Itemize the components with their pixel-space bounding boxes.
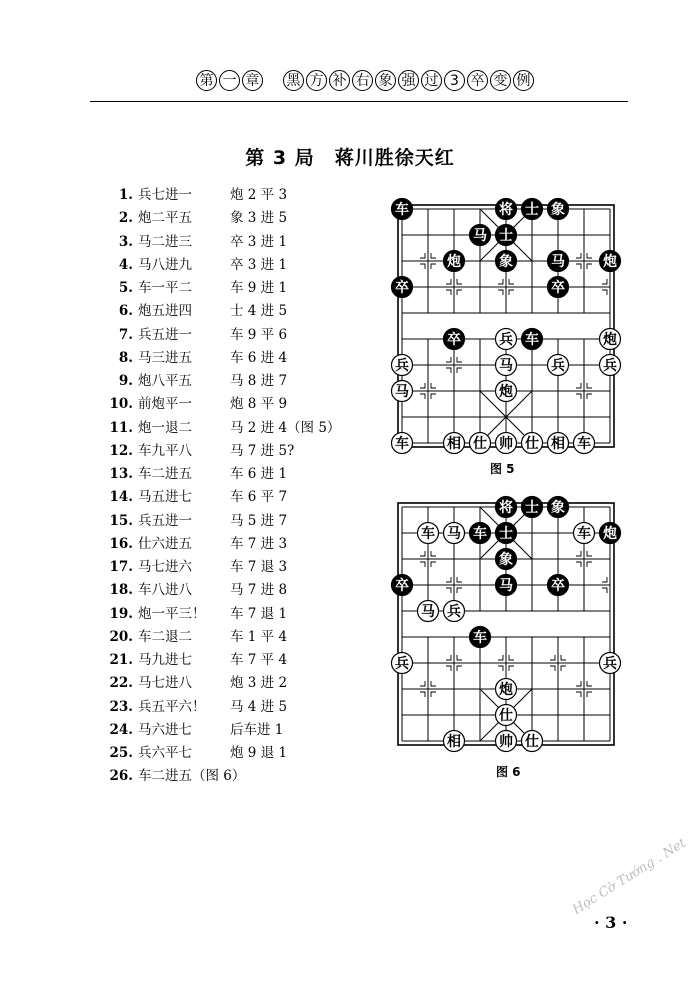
black-piece: [496, 199, 517, 220]
svg-text:马: 马: [473, 228, 487, 244]
move-row: [100, 231, 340, 254]
svg-text:车: 车: [421, 526, 435, 542]
svg-text:仕: 仕: [525, 734, 539, 750]
move-row: [100, 579, 340, 602]
red-move: 炮二平五: [138, 210, 192, 227]
red-move: 炮一平三！: [138, 605, 206, 622]
black-move: 炮 2 平 3: [230, 187, 288, 203]
header-char: 右: [352, 70, 373, 91]
red-piece: [444, 433, 465, 454]
svg-text:兵: 兵: [395, 358, 409, 374]
black-piece: [392, 199, 413, 220]
move-row: [100, 765, 340, 788]
move-list: [100, 184, 340, 789]
header-char: 卒: [467, 70, 488, 91]
svg-text:车: 车: [473, 630, 487, 646]
black-piece: [392, 575, 413, 596]
black-piece: [444, 329, 465, 350]
move-number: 11.: [109, 419, 133, 436]
red-piece: [600, 653, 621, 674]
red-move: 车一平二: [138, 280, 192, 296]
red-piece: [496, 355, 517, 376]
svg-text:将: 将: [499, 202, 513, 218]
move-row: [100, 417, 340, 440]
svg-text:卒: 卒: [447, 332, 461, 348]
svg-text:炮: 炮: [603, 254, 617, 270]
move-number: 13.: [109, 466, 133, 482]
board-diagram-5: [385, 196, 625, 456]
move-number: 24.: [109, 721, 133, 738]
black-piece: [444, 251, 465, 272]
svg-text:炮: 炮: [499, 682, 513, 698]
black-move: 车 9 进 1: [230, 280, 288, 296]
red-move: 马六进七: [138, 721, 192, 738]
move-number: 12.: [109, 442, 133, 459]
black-move: 卒 3 进 1: [230, 233, 288, 250]
red-move: 马五进七: [138, 489, 192, 506]
move-row: [100, 533, 340, 556]
red-piece: [496, 433, 517, 454]
svg-text:兵: 兵: [447, 604, 461, 620]
header-char: 例: [513, 70, 534, 91]
header-char: 章: [242, 70, 263, 91]
svg-text:帅: 帅: [499, 734, 513, 750]
red-piece: [392, 433, 413, 454]
svg-text:卒: 卒: [551, 280, 565, 296]
black-move: 马 5 进 7: [230, 512, 288, 529]
move-row: [100, 207, 340, 230]
svg-text:帅: 帅: [499, 436, 513, 452]
header-rule: [90, 101, 628, 102]
move-number: 16.: [109, 535, 133, 552]
svg-text:士: 士: [525, 202, 539, 218]
black-move: 马 7 进 5?: [230, 442, 295, 459]
move-number: 10.: [109, 396, 133, 413]
svg-text:炮: 炮: [499, 384, 513, 400]
black-move: 士 4 进 5: [230, 303, 288, 320]
svg-text:相: 相: [447, 734, 461, 750]
svg-text:士: 士: [525, 500, 539, 516]
move-number: 3.: [118, 233, 133, 250]
black-move: 马 7 进 8: [230, 582, 288, 599]
svg-text:马: 马: [551, 254, 565, 270]
move-row: [100, 393, 340, 416]
black-move: 车 6 平 7: [230, 489, 288, 506]
move-row: [100, 254, 340, 277]
svg-text:炮: 炮: [447, 254, 461, 270]
red-piece: [392, 653, 413, 674]
red-move: 兵七进一: [138, 187, 192, 203]
svg-text:马: 马: [499, 578, 513, 594]
black-move: 马 2 进 4（图 5）: [230, 419, 341, 436]
red-move: 马七进六: [138, 559, 192, 575]
move-row: [100, 742, 340, 765]
header-char: 象: [375, 70, 396, 91]
red-move: 兵六平七: [138, 745, 192, 761]
chapter-header: [196, 70, 534, 91]
red-move: 车八进八: [138, 582, 192, 599]
black-move: 卒 3 进 1: [230, 256, 288, 273]
svg-text:兵: 兵: [603, 358, 617, 374]
move-row: [100, 277, 340, 300]
black-piece: [496, 523, 517, 544]
move-number: 6.: [118, 303, 133, 320]
red-move: 马九进七: [138, 652, 192, 668]
move-row: [100, 440, 340, 463]
move-row: [100, 347, 340, 370]
black-move: 后车进 1: [230, 721, 284, 738]
svg-text:象: 象: [551, 202, 565, 218]
svg-text:炮: 炮: [603, 332, 617, 348]
move-row: [100, 510, 340, 533]
black-piece: [548, 251, 569, 272]
move-number: 9.: [118, 373, 133, 389]
move-number: 8.: [118, 349, 133, 366]
svg-text:仕: 仕: [499, 708, 513, 724]
diagram-caption-5: 图 5: [490, 462, 515, 476]
move-row: [100, 184, 340, 207]
board-diagram-6: [385, 494, 625, 754]
red-piece: [444, 601, 465, 622]
red-move: 炮一退二: [138, 419, 192, 436]
svg-text:炮: 炮: [603, 526, 617, 542]
black-move: 车 7 平 4: [230, 652, 288, 668]
move-number: 5.: [118, 280, 133, 296]
black-piece: [392, 277, 413, 298]
black-piece: [600, 251, 621, 272]
header-char: 强: [398, 70, 419, 91]
red-move: 马八进九: [138, 256, 192, 273]
black-move: 炮 3 进 2: [230, 675, 288, 692]
svg-text:车: 车: [525, 332, 539, 348]
black-move: 车 7 退 1: [230, 605, 288, 622]
red-piece: [392, 355, 413, 376]
red-piece: [600, 329, 621, 350]
black-piece: [548, 575, 569, 596]
header-char: 过: [421, 70, 442, 91]
move-row: [100, 696, 340, 719]
black-piece: [548, 199, 569, 220]
red-piece: [574, 523, 595, 544]
header-char: 方: [306, 70, 327, 91]
svg-text:马: 马: [421, 604, 435, 620]
red-piece: [496, 329, 517, 350]
red-move: 炮五进四: [138, 303, 192, 320]
black-piece: [496, 225, 517, 246]
move-number: 18.: [109, 582, 133, 599]
red-piece: [496, 679, 517, 700]
red-move: 仕六进五: [138, 535, 192, 552]
svg-text:卒: 卒: [551, 578, 565, 594]
black-move: 炮 8 平 9: [230, 396, 288, 413]
red-piece: [444, 731, 465, 752]
header-char: 黑: [283, 70, 304, 91]
black-move: 车 1 平 4: [230, 628, 288, 645]
svg-text:兵: 兵: [551, 358, 565, 374]
move-number: 25.: [109, 745, 133, 761]
move-row: [100, 719, 340, 742]
red-move: 车九平八: [138, 442, 192, 459]
move-number: 15.: [109, 512, 133, 529]
black-move: 车 7 退 3: [230, 559, 288, 575]
move-row: [100, 603, 340, 626]
svg-text:相: 相: [447, 436, 461, 452]
diagram-caption-6: 图 6: [496, 765, 521, 779]
header-char: 变: [490, 70, 511, 91]
red-piece: [548, 355, 569, 376]
watermark: Học Cờ Tướng . Net: [570, 835, 689, 918]
svg-text:兵: 兵: [603, 656, 617, 672]
red-piece: [470, 433, 491, 454]
red-piece: [496, 381, 517, 402]
black-piece: [522, 199, 543, 220]
red-piece: [600, 355, 621, 376]
header-char: 补: [329, 70, 350, 91]
black-move: 马 4 进 5: [230, 698, 288, 715]
move-row: [100, 486, 340, 509]
move-row: [100, 300, 340, 323]
svg-text:车: 车: [395, 202, 409, 218]
move-number: 4.: [118, 256, 133, 273]
black-move: 马 8 进 7: [230, 373, 288, 389]
red-move: 马二进三: [138, 233, 192, 250]
black-move: 炮 9 退 1: [230, 745, 288, 761]
move-row: [100, 324, 340, 347]
red-piece: [392, 381, 413, 402]
red-move: 兵五进一: [138, 326, 192, 343]
game-title: 第 3 局 蒋川胜徐天红: [245, 147, 455, 169]
red-move: 车二退二: [138, 628, 192, 645]
page-number: · 3 ·: [594, 913, 628, 932]
move-row: [100, 463, 340, 486]
svg-text:士: 士: [499, 526, 513, 542]
svg-text:兵: 兵: [395, 656, 409, 672]
move-row: [100, 556, 340, 579]
black-piece: [496, 549, 517, 570]
move-row: [100, 672, 340, 695]
move-row: [100, 626, 340, 649]
svg-text:仕: 仕: [473, 436, 487, 452]
black-piece: [470, 225, 491, 246]
black-piece: [600, 523, 621, 544]
red-piece: [548, 433, 569, 454]
red-move: 车二进五: [138, 466, 192, 482]
svg-text:卒: 卒: [395, 280, 409, 296]
red-move: 车二进五（图 6）: [138, 768, 246, 785]
red-piece: [574, 433, 595, 454]
move-number: 23.: [109, 698, 133, 715]
svg-text:象: 象: [499, 552, 513, 568]
move-number: 19.: [109, 605, 133, 622]
red-piece: [418, 601, 439, 622]
svg-text:马: 马: [447, 526, 461, 542]
svg-text:象: 象: [551, 500, 565, 516]
svg-text:马: 马: [395, 384, 409, 400]
move-number: 14.: [109, 489, 133, 506]
black-move: 车 7 进 3: [230, 535, 288, 552]
svg-text:象: 象: [499, 254, 513, 270]
move-number: 1.: [118, 187, 133, 203]
red-move: 马三进五: [138, 349, 192, 366]
svg-text:卒: 卒: [395, 578, 409, 594]
svg-text:马: 马: [499, 358, 513, 374]
black-piece: [496, 575, 517, 596]
red-move: 兵五平六！: [138, 698, 206, 715]
svg-text:车: 车: [577, 526, 591, 542]
black-piece: [548, 497, 569, 518]
black-move: 车 6 进 1: [230, 466, 288, 482]
header-char: 第: [196, 70, 217, 91]
move-row: [100, 649, 340, 672]
red-piece: [418, 523, 439, 544]
black-piece: [522, 497, 543, 518]
black-move: 车 9 平 6: [230, 326, 288, 343]
black-piece: [522, 329, 543, 350]
red-move: 兵五进一: [138, 512, 192, 529]
svg-text:兵: 兵: [499, 332, 513, 348]
red-piece: [496, 731, 517, 752]
black-piece: [496, 251, 517, 272]
black-piece: [470, 627, 491, 648]
svg-text:车: 车: [395, 436, 409, 452]
header-char: 一: [219, 70, 240, 91]
svg-text:相: 相: [551, 436, 565, 452]
move-number: 2.: [118, 210, 133, 227]
move-row: [100, 370, 340, 393]
move-number: 17.: [109, 559, 133, 575]
move-number: 21.: [109, 652, 133, 668]
move-number: 22.: [109, 675, 133, 692]
svg-text:车: 车: [577, 436, 591, 452]
black-move: 象 3 进 5: [230, 210, 288, 227]
red-piece: [496, 705, 517, 726]
red-piece: [522, 433, 543, 454]
move-number: 20.: [109, 628, 133, 645]
red-piece: [522, 731, 543, 752]
black-piece: [470, 523, 491, 544]
red-move: 马七进八: [138, 675, 192, 692]
svg-text:将: 将: [499, 500, 513, 516]
black-piece: [548, 277, 569, 298]
red-move: 前炮平一: [138, 396, 192, 413]
move-number: 26.: [109, 768, 133, 785]
header-char: 3: [444, 70, 465, 91]
red-move: 炮八平五: [138, 373, 192, 389]
svg-text:士: 士: [499, 228, 513, 244]
black-piece: [496, 497, 517, 518]
move-number: 7.: [118, 326, 133, 343]
black-move: 车 6 进 4: [230, 349, 288, 366]
svg-text:仕: 仕: [525, 436, 539, 452]
svg-text:车: 车: [473, 526, 487, 542]
red-piece: [444, 523, 465, 544]
